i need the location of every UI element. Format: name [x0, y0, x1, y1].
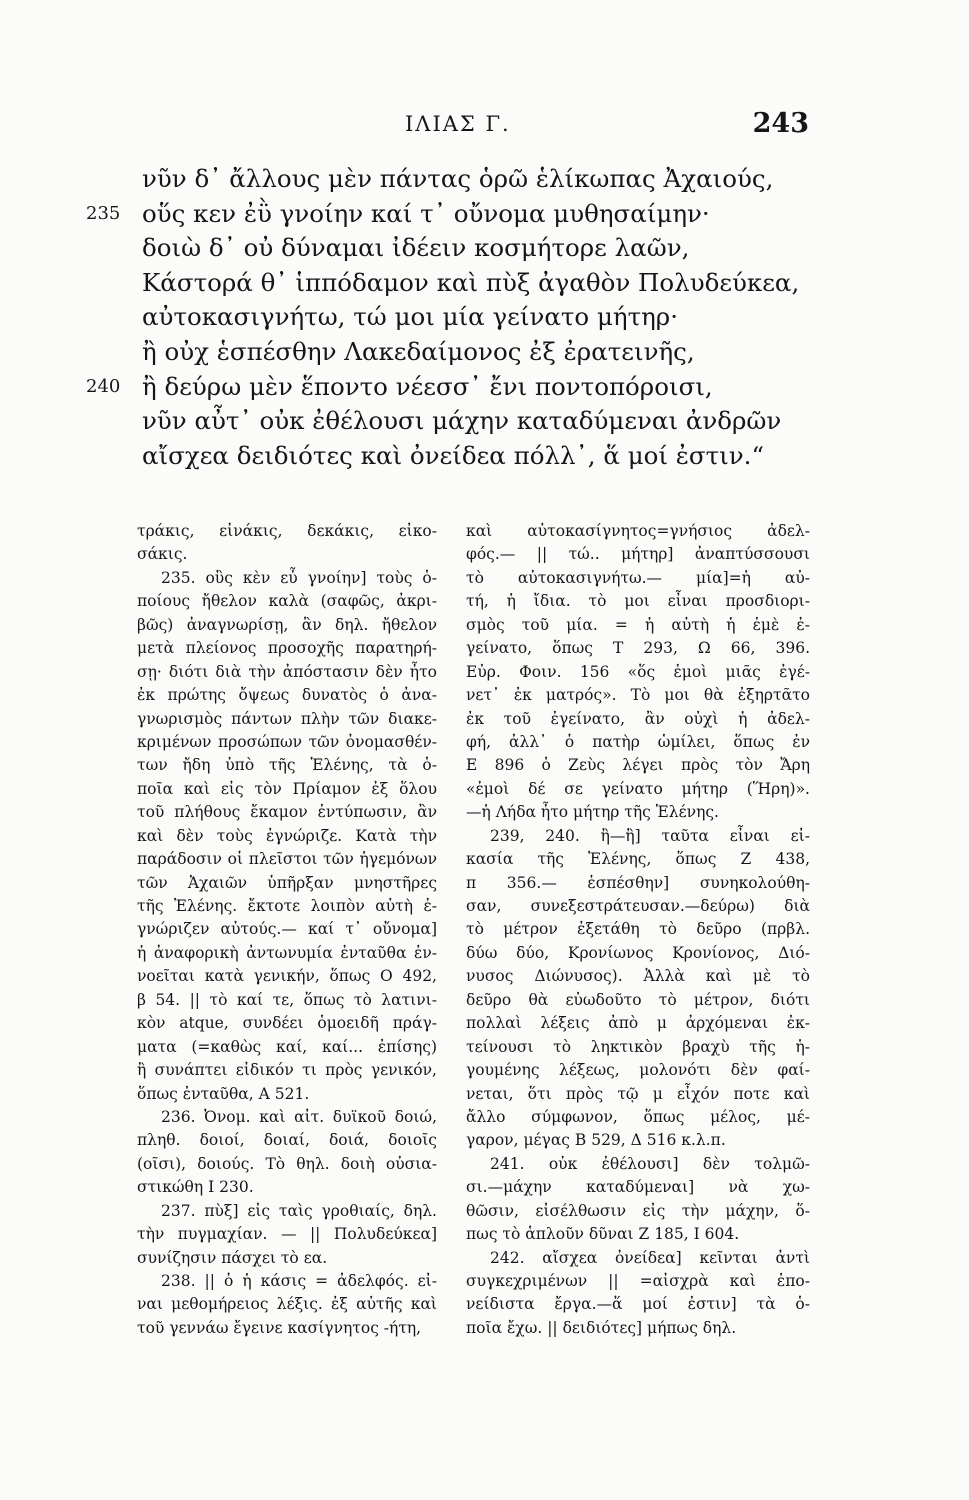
verse-text: ἢ οὐχ ἑσπέσθην Λακεδαίμονος ἐξ ἐρατεινῆς, [142, 336, 695, 366]
commentary-line: στικώθη Ι 230. [137, 1178, 254, 1197]
commentary-line: παράδοσιν οἱ πλεῖστοι τῶν ἡγεμόνων [137, 850, 437, 869]
commentary-line: ἐκ πρώτης ὄψεως δυνατὸς ὁ ἀνα- [137, 686, 437, 705]
verse-line [72, 335, 832, 370]
verse-text: ἢ δεύρω μὲν ἕποντο νέεσσ᾽ ἔνι ποντοπόροισι, [142, 371, 713, 401]
commentary-line: ἐκ τοῦ ἐγείνατο, ἂν οὐχὶ ἡ ἀδελ- [466, 709, 810, 728]
commentary-line: γουμένης λέξεως, μολονότι δὲν φαί- [466, 1061, 810, 1080]
commentary-line: ποῖα ἔχω. || δειδιότες] μήπως δηλ. [466, 1318, 737, 1337]
commentary-line: σαν, συνεξεστράτευσαν.—δεύρω) διὰ [466, 897, 810, 915]
verse-text: οὕς κεν ἐῢ γνοίην καί τ᾽ οὔνομα μυθησαίμην· [142, 198, 710, 228]
commentary-line: Ε 896 ὁ Ζεὺς λέγει πρὸς τὸν Ἄρη [466, 756, 810, 775]
commentary-line: ἄλλο σύμφωνον, ὅπως μέλος, μέ- [466, 1107, 810, 1126]
commentary-line: σμὸς τοῦ μία. = ἡ αὐτὴ ἡ ἐμὲ ἐ- [466, 615, 810, 634]
commentary-line: 236. Ὀνομ. καὶ αἰτ. δυϊκοῦ δοιώ, [161, 1107, 437, 1126]
commentary-line: τοῦ πλήθους ἔκαμον ἐντύπωσιν, ἂν [137, 803, 437, 822]
commentary-line: τὸ αὐτοκασιγνήτω.— μία]=ἡ αὐ- [466, 568, 810, 587]
commentary-line: ματα (=καθὼς καί, καί... ἐπίσης) [137, 1037, 437, 1056]
verse-line [72, 404, 832, 439]
commentary-line: 237. πὺξ] εἰς ταὶς γροθιαίς, δηλ. [161, 1201, 437, 1220]
commentary-line: β 54. || τὸ καί τε, ὅπως τὸ λατινι- [137, 990, 437, 1009]
verse-line [72, 439, 832, 474]
commentary-line: δεῦρο θὰ εὐωδοῦτο τὸ μέτρον, διότι [466, 990, 810, 1009]
commentary-line: 242. αἴσχεα ὀνείδεα] κεῖνται ἀντὶ [490, 1248, 810, 1267]
commentary-line: γνωρισμὸς πάντων πλὴν τῶν διακε- [137, 709, 437, 728]
commentary-line: πληθ. δοιοί, δοιαί, δοιά, δοιοῖς [137, 1131, 437, 1150]
commentary-line: τοῦ γεννάω ἔγεινε κασίγνητος -ήτη, [137, 1318, 422, 1337]
commentary-line: Εὐρ. Φοιν. 156 «ὅς ἐμοὶ μιᾶς ἐγέ- [466, 662, 810, 681]
commentary-line: συνίζησιν πάσχει τὸ εα. [137, 1248, 328, 1267]
commentary-line: γείνατο, ὅπως Τ 293, Ω 66, 396. [466, 639, 810, 658]
commentary-line: νεται, ὅτι πρὸς τῷ μ εἶχόν ποτε καὶ [466, 1084, 810, 1103]
line-number: 235 [86, 202, 121, 224]
verse-line [72, 370, 832, 405]
commentary-line: σάκις. [137, 545, 188, 564]
verse-block [72, 162, 832, 473]
running-header [0, 108, 969, 148]
verse-line [72, 300, 832, 335]
line-number: 240 [86, 375, 121, 397]
commentary-line: νείδιστα ἔργα.—ἅ μοί ἐστιν] τὰ ὁ- [466, 1295, 810, 1314]
commentary-line: θῶσιν, εἰσέλθωσιν εἰς τὴν μάχην, ὅ- [466, 1201, 810, 1220]
verse-line [72, 162, 832, 197]
commentary-line: ναι μεθομήρειος λέξις. ἐξ αὐτῆς καὶ [137, 1295, 437, 1314]
commentary-line: 241. οὐκ ἐθέλουσι] δὲν τολμῶ- [490, 1154, 810, 1173]
commentary-line: βῶς) ἀναγνωρίσῃ, ἂν δηλ. ἤθελον [137, 615, 437, 634]
commentary-line: τείνουσι τὸ ληκτικὸν βραχὺ τῆς ἡ- [466, 1037, 810, 1056]
commentary-line: τράκις, εἰνάκις, δεκάκις, εἰκο- [137, 522, 437, 540]
commentary-line: τὴν πυγμαχίαν. — || Πολυδεύκεα] [137, 1225, 437, 1244]
commentary-left-column [137, 520, 437, 1340]
verse-text: δοιὼ δ᾽ οὐ δύναμαι ἰδέειν κοσμήτορε λαῶν, [142, 233, 690, 263]
verse-text: αὐτοκασιγνήτω, τώ μοι μία γείνατο μήτηρ· [142, 302, 678, 332]
commentary-line: κασία τῆς Ἑλένης, ὅπως Ζ 438, [466, 850, 810, 869]
commentary-line: 235. οὓς κὲν εὖ γνοίην] τοὺς ὁ- [161, 568, 437, 587]
running-title: ΙΛΙΑΣ Γ. [405, 112, 511, 136]
verse-line [72, 197, 832, 232]
verse-line [72, 266, 832, 301]
verse-text: νῦν αὖτ᾽ οὐκ ἐθέλουσι μάχην καταδύμεναι ἀνδρῶν [142, 406, 782, 436]
commentary-line: κὸν atque, συνδέει ὁμοειδῆ πράγ- [137, 1014, 437, 1033]
commentary-line: ἡ ἀναφορικὴ ἀντωνυμία ἐνταῦθα ἐν- [137, 943, 437, 962]
commentary-line: πως τὸ ἁπλοῦν δῦναι Ζ 185, Ι 604. [466, 1225, 740, 1244]
commentary-line: καὶ δὲν τοὺς ἐγνώριζε. Κατὰ τὴν [137, 826, 437, 845]
commentary-line: —ἡ Λήδα ἦτο μήτηρ τῆς Ἑλένης. [466, 803, 719, 822]
commentary-line: τῆς Ἑλένης. ἔκτοτε λοιπὸν αὐτὴ ἐ- [137, 897, 437, 915]
commentary-line: δύω δύο, Κρονίωνος Κρονίονος, Διό- [466, 943, 810, 962]
commentary-line: τή, ἡ ἴδια. τὸ μοι εἶναι προσδιορι- [466, 592, 810, 611]
commentary-line: σι.—μάχην καταδύμεναι] νὰ χω- [466, 1178, 810, 1197]
commentary-line: ποίους ἤθελον καλὰ (σαφῶς, ἀκρι- [137, 592, 437, 611]
commentary-line: μετὰ πλείονος προσοχῆς παρατηρή- [137, 639, 437, 658]
commentary-line: ὅπως ἐνταῦθα, Α 521. [137, 1084, 310, 1103]
commentary-line: 238. || ὁ ἡ κάσις = ἀδελφός. εἰ- [161, 1272, 437, 1290]
commentary-line: νυσος Διώνυσος). Ἀλλὰ καὶ μὲ τὸ [466, 967, 810, 986]
commentary-line: π 356.— ἑσπέσθην] συνηκολούθη- [466, 873, 810, 892]
commentary-line: γνώριζεν αὐτούς.— καί τ᾽ οὔνομα] [137, 920, 437, 939]
commentary-line: ἢ συνάπτει εἰδικόν τι πρὸς γενικόν, [137, 1061, 437, 1080]
commentary-line: πολλαὶ λέξεις ἀπὸ μ ἀρχόμεναι ἐκ- [466, 1014, 810, 1033]
verse-text: Κάστορά θ᾽ ἱππόδαμον καὶ πὺξ ἀγαθὸν Πολυδεύκεα, [142, 267, 800, 297]
commentary-line: (οῖσι), δοιούς. Τὸ θηλ. δοιὴ οὐσια- [137, 1154, 437, 1173]
commentary-line: σῃ· διότι διὰ τὴν ἀπόστασιν δὲν ἦτο [137, 662, 437, 681]
commentary-line: φή, ἀλλ᾽ ὁ πατὴρ ὡμίλει, ὅπως ἐν [466, 732, 810, 751]
commentary-line: καὶ αὐτοκασίγνητος=γνήσιος ἀδελ- [466, 522, 810, 540]
verse-line [72, 231, 832, 266]
verse-text: αἴσχεα δειδιότες καὶ ὀνείδεα πόλλ᾽, ἅ μοί ἐστιν.“ [142, 440, 764, 470]
commentary-line: ποῖα καὶ εἰς τὸν Πρίαμον ἐξ ὅλου [137, 779, 437, 798]
commentary-line: νετ᾽ ἐκ ματρός». Τὸ μοι θὰ ἐξηρτᾶτο [466, 686, 810, 705]
commentary-line: τὸ μέτρον ἐξετάθη τὸ δεῦρο (πρβλ. [466, 920, 810, 939]
verse-text: νῦν δ᾽ ἄλλους μὲν πάντας ὁρῶ ἑλίκωπας Ἀχαιούς, [142, 164, 774, 193]
commentary-right-column [466, 520, 810, 1340]
commentary-line: «ἐμοὶ δέ σε γείνατο μήτηρ (Ἥρη)». [466, 779, 810, 798]
commentary-line: γαρον, μέγας Β 529, Δ 516 κ.λ.π. [466, 1131, 726, 1150]
commentary-line: συγκεχριμένων || =αἰσχρὰ καὶ ἐπο- [466, 1272, 810, 1290]
commentary-line: 239, 240. ἢ—ἢ] ταῦτα εἶναι εἰ- [490, 826, 810, 845]
commentary-line: νοεῖται κατὰ γενικήν, ὅπως Ο 492, [137, 967, 437, 986]
page-number: 243 [752, 108, 809, 139]
commentary-line: των ἤδη ὑπὸ τῆς Ἑλένης, τὰ ὁ- [137, 756, 437, 775]
commentary-line: φός.— || τώ.. μήτηρ] ἀναπτύσσουσι [466, 545, 810, 564]
commentary-line: τῶν Ἀχαιῶν ὑπῆρξαν μνηστῆρες [137, 873, 437, 892]
commentary-line: κριμένων προσώπων τῶν ὀνομασθέν- [137, 732, 437, 751]
